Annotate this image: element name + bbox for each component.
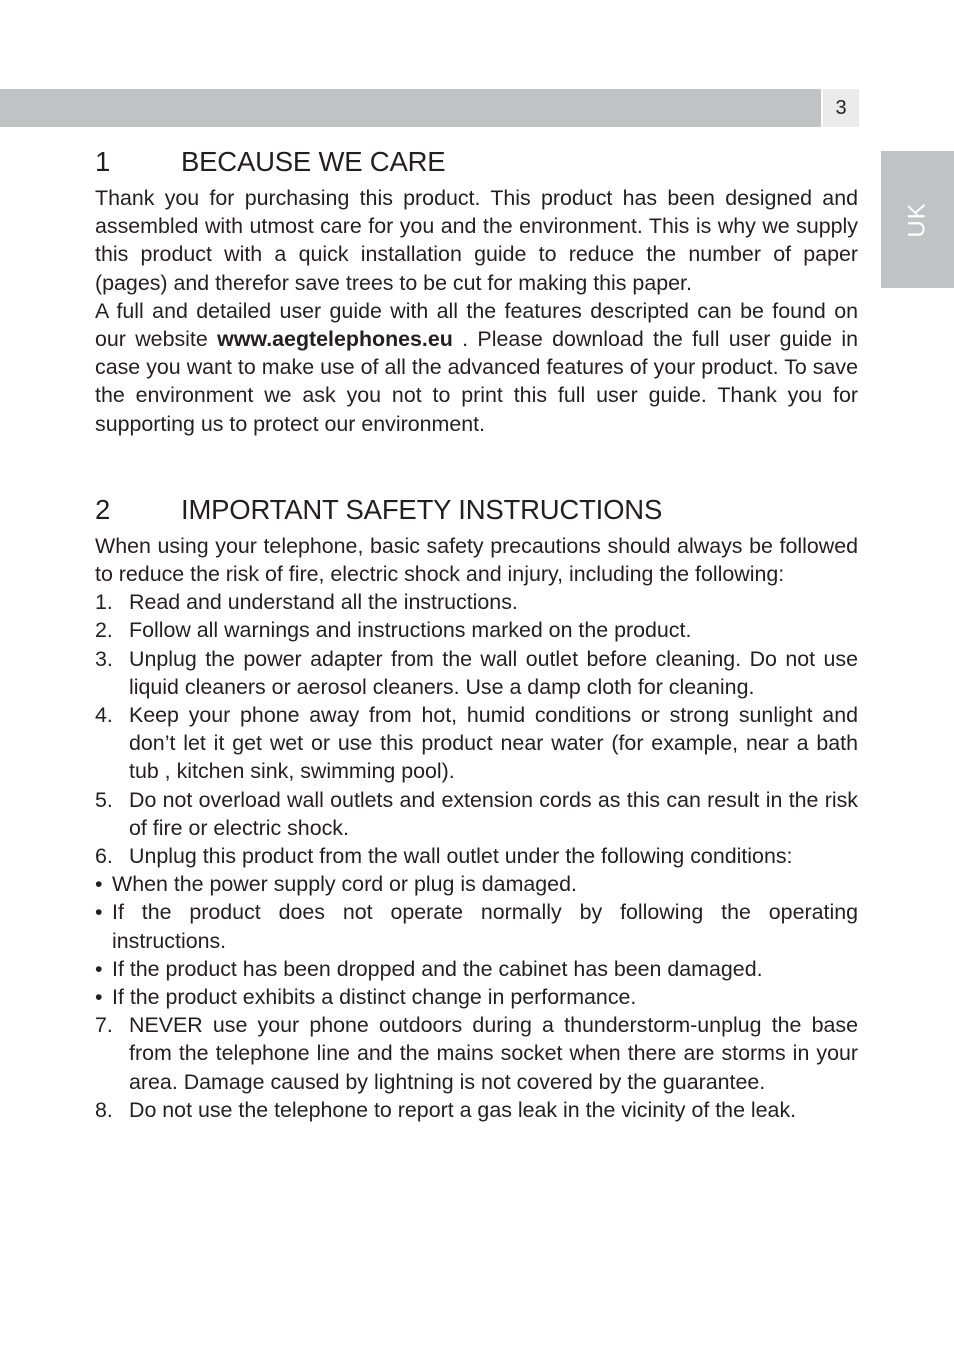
- section-1-heading: [95, 145, 858, 179]
- safety-instruction-item: [95, 588, 858, 616]
- list-item-text: Unplug this product from the wall outlet under the following conditions:: [129, 844, 793, 869]
- list-item-text: Read and understand all the instructions.: [129, 590, 518, 615]
- condition-bullet-item: [95, 898, 858, 954]
- list-item-text: If the product does not operate normally by following the operating instructions.: [112, 900, 858, 953]
- list-marker: 2.: [95, 618, 113, 643]
- safety-instruction-item: [95, 1011, 858, 1096]
- list-item-text: When the power supply cord or plug is damaged.: [112, 872, 577, 897]
- list-marker: 7.: [95, 1013, 113, 1038]
- list-item-text: Follow all warnings and instructions marked on the product.: [129, 618, 692, 643]
- condition-bullet-item: [95, 955, 858, 983]
- section-1-title: BECAUSE WE CARE: [181, 146, 446, 177]
- website-link[interactable]: www.aegtelephones.eu: [217, 327, 453, 352]
- safety-instruction-item: [95, 616, 858, 644]
- section-2-number: 2: [95, 493, 111, 525]
- list-marker: 1.: [95, 590, 113, 615]
- section-2-intro: When using your telephone, basic safety precautions should always be followed to reduce the risk of fire, electric shock and injury, including the following:: [95, 533, 858, 587]
- safety-instruction-item: [95, 842, 858, 870]
- section-1-paragraph-2: [95, 297, 858, 438]
- list-item-text: NEVER use your phone outdoors during a thunderstorm-unplug the base from the telephone line and the mains socket when there are storms in your area. Damage caused by lightning is not covered by the guarantee.: [129, 1013, 858, 1094]
- page-number-text: 3: [835, 96, 847, 119]
- section-gap: [95, 438, 858, 493]
- list-marker: 6.: [95, 844, 113, 869]
- paragraph-2-text-after: . Please download the full user guide in case you want to make use of all the advanced features of your product. To save the environment we ask you not to print this full user guide. Thank you for supporting us to protect our environment.: [95, 327, 858, 436]
- page-number: [823, 89, 859, 127]
- condition-bullet-list: [95, 870, 858, 1011]
- safety-instruction-item: [95, 701, 858, 786]
- section-2-title: IMPORTANT SAFETY INSTRUCTIONS: [181, 493, 663, 525]
- section-1-number: 1: [95, 146, 111, 177]
- list-marker: •: [95, 956, 103, 981]
- section-1-paragraph-1: Thank you for purchasing this product. This product has been designed and assembled with utmost care for you and the environment. This is why we supply this product with a quick installation guide to reduce the number of paper (pages) and therefor save trees to be cut for making this paper.: [95, 186, 858, 295]
- header-bar: [0, 89, 821, 127]
- safety-instruction-item: [95, 786, 858, 842]
- safety-instruction-item: [95, 1096, 858, 1124]
- list-item-text: If the product exhibits a distinct change in performance.: [112, 985, 637, 1010]
- list-marker: •: [95, 872, 103, 897]
- list-item-text: Do not overload wall outlets and extension cords as this can result in the risk of fire or electric shock.: [129, 787, 858, 840]
- list-marker: 3.: [95, 646, 113, 671]
- list-marker: 8.: [95, 1097, 113, 1122]
- safety-instruction-item: [95, 645, 858, 701]
- paragraph-2-text-before: A full and detailed user guide with all the features descripted can be found on our website: [95, 298, 858, 352]
- condition-bullet-item: [95, 870, 858, 898]
- condition-bullet-item: [95, 983, 858, 1011]
- list-item-text: Keep your phone away from hot, humid conditions or strong sunlight and don’t let it get wet or use this product near water (for example, near a bath tub , kitchen sink, swimming pool).: [129, 703, 858, 784]
- list-item-text: Unplug the power adapter from the wall outlet before cleaning. Do not use liquid cleaners or aerosol cleaners. Use a damp cloth for cleaning.: [129, 646, 858, 699]
- list-marker: 5.: [95, 787, 113, 812]
- safety-list-part-1: [95, 588, 858, 870]
- section-2-heading: [95, 493, 858, 527]
- page-content: [95, 145, 858, 1124]
- list-marker: 4.: [95, 703, 113, 728]
- list-marker: •: [95, 900, 103, 925]
- language-tab-label: UK: [903, 201, 931, 238]
- safety-list-part-2: [95, 1011, 858, 1124]
- list-item-text: If the product has been dropped and the cabinet has been damaged.: [112, 956, 763, 981]
- list-item-text: Do not use the telephone to report a gas leak in the vicinity of the leak.: [129, 1097, 797, 1122]
- list-marker: •: [95, 985, 103, 1010]
- language-tab: [881, 151, 954, 288]
